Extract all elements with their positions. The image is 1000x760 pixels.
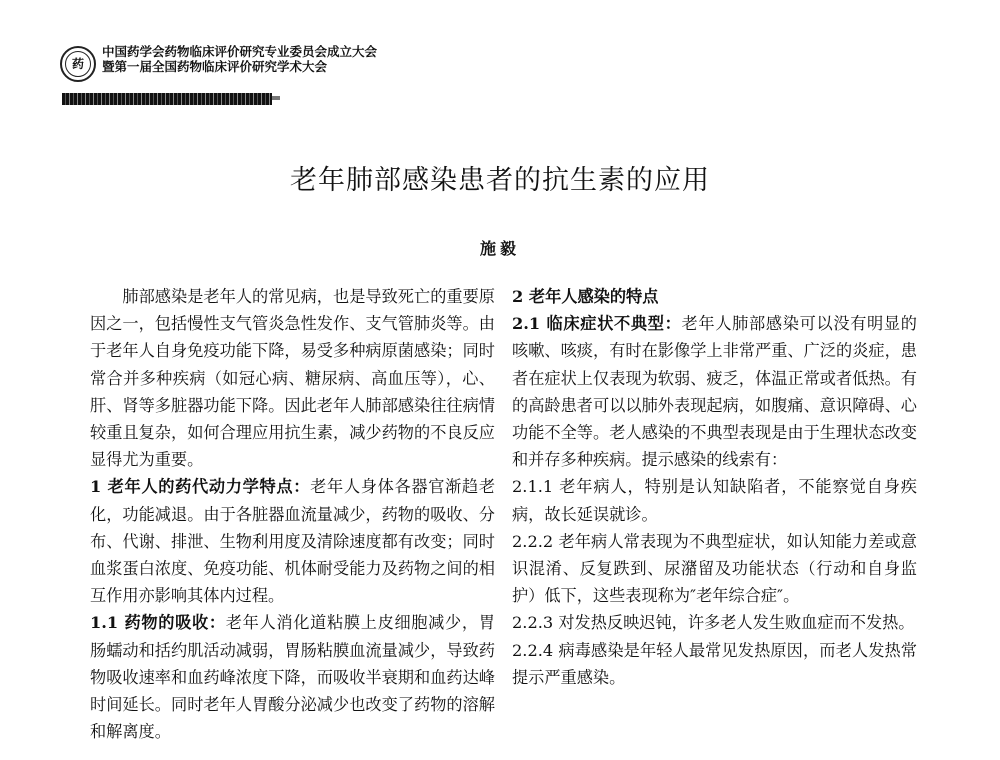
section-1-1-paragraph bbox=[90, 609, 495, 745]
paper-title: 老年肺部感染患者的抗生素的应用 bbox=[290, 165, 710, 196]
section-2-heading: 2 老年人感染的特点 bbox=[512, 287, 659, 306]
section-2-1-paragraph bbox=[512, 310, 917, 473]
section-2-2-4-paragraph: 2.2.4 病毒感染是年轻人最常见发热原因，而老人发热常提示严重感染。 bbox=[512, 640, 917, 687]
conference-header bbox=[60, 44, 377, 82]
logo-character: 药 bbox=[71, 57, 84, 71]
header-divider-bar bbox=[62, 93, 272, 105]
header-divider-tail bbox=[272, 96, 280, 100]
right-column bbox=[512, 283, 917, 691]
section-2-1-1-paragraph: 2.1.1 老年病人，特别是认知缺陷者，不能察觉自身疾病，故长延误就诊。 bbox=[512, 477, 917, 524]
paper-author: 施毅 bbox=[479, 239, 520, 258]
society-logo-icon bbox=[60, 46, 96, 82]
section-2-1-body: 老年人肺部感染可以没有明显的咳嗽、咳痰，有时在影像学上非常严重、广泛的炎症，患者在症状上仅表现为软弱、疲乏，体温正常或者低热。有的高龄患者可以以肺外表现起病，如腹痛、意识障碍、心功能不全等。老人感染的不典型表现是由于生理状态改变和并存多种疾病。提示感染的线索有： bbox=[512, 314, 917, 470]
intro-paragraph: 肺部感染是老年人的常见病，也是导致死亡的重要原因之一，包括慢性支气管炎急性发作、支气管肺炎等。由于老年人自身免疫功能下降，易受多种病原菌感染；同时常合并多种疾病（如冠心病、糖尿病、高血压等），心、肝、肾等多脏器功能下降。因此老年人肺部感染往往病情较重且复杂，如何合理应用抗生素，减少药物的不良反应显得尤为重要。 bbox=[90, 287, 495, 470]
section-2-1-heading: 2.1 临床症状不典型： bbox=[512, 314, 682, 334]
section-1-1-body: 老年人消化道粘膜上皮细胞减少，胃肠蠕动和括约肌活动减弱，胃肠粘膜血流量减少，导致药物吸收速率和血药峰浓度下降，而吸收半衰期和血药达峰时间延长。同时老年人胃酸分泌减少也改变了药物的溶解和解离度。 bbox=[90, 613, 495, 742]
left-column bbox=[90, 283, 495, 745]
section-2-2-3-paragraph: 2.2.3 对发热反映迟钝，许多老人发生败血症而不发热。 bbox=[512, 613, 915, 633]
section-2-2-2-paragraph: 2.2.2 老年病人常表现为不典型症状，如认知能力差或意识混淆、反复跌到、尿潴留及功能状态（行动和自身监护）低下，这些表现称为″老年综合症″。 bbox=[512, 531, 917, 606]
conference-line-2: 暨第一届全国药物临床评价研究学术大会 bbox=[102, 59, 328, 74]
conference-name bbox=[102, 44, 377, 74]
section-1-1-heading: 1.1 药物的吸收： bbox=[90, 613, 226, 633]
section-1-body: 老年人身体各器官渐趋老化，功能减退。由于各脏器血流量减少，药物的吸收、分布、代谢、排泄、生物利用度及清除速度都有改变；同时血浆蛋白浓度、免疫功能、机体耐受能力及药物之间的相互作用亦影响其体内过程。 bbox=[90, 477, 496, 606]
conference-line-1: 中国药学会药物临床评价研究专业委员会成立大会 bbox=[102, 44, 378, 59]
section-1-paragraph bbox=[90, 473, 495, 609]
section-1-heading: 1 老年人的药代动力学特点： bbox=[90, 477, 311, 497]
